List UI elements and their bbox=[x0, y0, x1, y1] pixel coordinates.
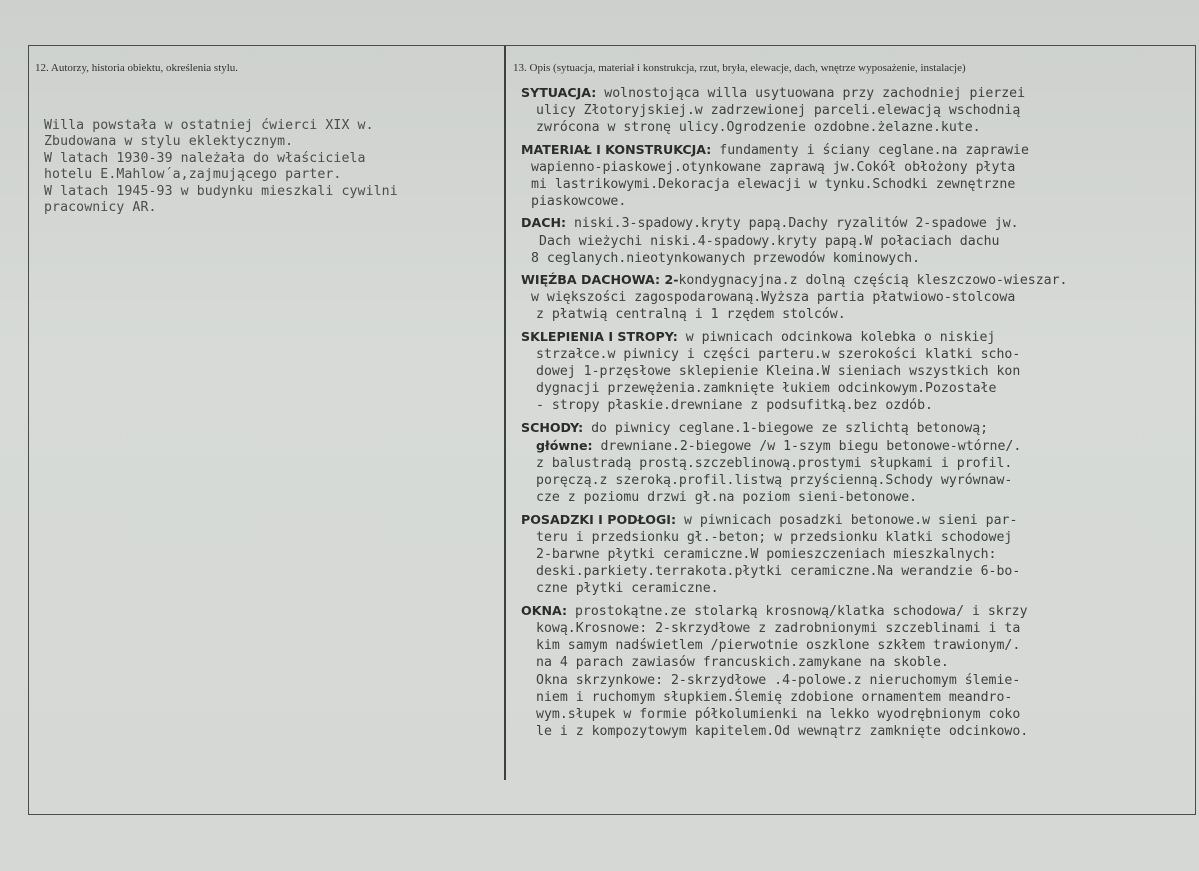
section-line: kową.Krosnowe: 2-skrzydłowe z zadrobnionymi szczeblinami i ta bbox=[536, 620, 1021, 636]
section-keyword: SCHODY: bbox=[521, 419, 584, 435]
section-keyword: SKLEPIENIA I STROPY: bbox=[521, 328, 678, 344]
section-keyword: DACH: bbox=[521, 215, 567, 231]
section-line: kim samym nadświetlem /pierwotnie oszklone szkłem trawionym/. bbox=[536, 638, 1021, 654]
history-text bbox=[44, 118, 494, 216]
section-text: do piwnicy ceglane.1-biegowe ze szlichtą betonową; bbox=[583, 420, 989, 436]
section-line: 2-barwne płytki ceramiczne.W pomieszczeniach mieszkalnych: bbox=[536, 547, 997, 563]
section-line: wapienno-piaskowej.otynkowane zaprawą jw.Cokół obłożony płyta bbox=[531, 159, 1016, 175]
history-line: hotelu E.Mahlow´a,zajmującego parter. bbox=[44, 167, 342, 183]
section-text: niski.3-spadowy.kryty papą.Dachy ryzalitów 2-spadowe jw. bbox=[566, 216, 1019, 232]
section-windows bbox=[521, 602, 1199, 741]
section-line: na 4 parach zawiasów francuskich.zamykane na skoble. bbox=[536, 655, 949, 671]
section-line: w większości zagospodarowaną.Wyższa partia płatwiowo-stolcowa bbox=[531, 290, 1016, 306]
left-section-header: 12. Autorzy, historia obiektu, określenia stylu. bbox=[35, 62, 239, 74]
section-line: niem i ruchomym słupkiem.Ślemię zdobione ornamentem meandro- bbox=[536, 689, 1013, 705]
history-line: pracownicy AR. bbox=[44, 200, 157, 216]
history-line: Willa powstała w ostatniej ćwierci XIX w. bbox=[44, 118, 374, 133]
section-truss bbox=[521, 271, 1199, 324]
section-line: wym.słupek w formie półkolumienki na lekko wyodrębnionym coko bbox=[536, 706, 1021, 722]
section-line: ulicy Złotoryjskiej.w zadrzewionej parceli.elewacją wschodnią bbox=[536, 103, 1021, 119]
section-text: prostokątne.ze stolarką krosnową/klatka schodowa/ i skrzy bbox=[567, 603, 1028, 619]
section-line: Okna skrzynkowe: 2-skrzydłowe .4-polowe.z nieruchomym ślemie- bbox=[536, 672, 1021, 688]
section-line: zwrócona w stronę ulicy.Ogrodzenie ozdobne.żelazne.kute. bbox=[536, 120, 981, 136]
section-text: w piwnicach odcinkowa kolebka o niskiej bbox=[677, 329, 996, 345]
section-vaults bbox=[521, 328, 1199, 415]
section-subkeyword: główne: bbox=[536, 437, 593, 453]
history-line: Zbudowana w stylu eklektycznym. bbox=[44, 134, 294, 150]
section-line: mi lastrikowymi.Dekoracja elewacji w tynku.Schodki zewnętrzne bbox=[531, 177, 1016, 193]
section-line: czne płytki ceramiczne. bbox=[536, 581, 719, 597]
section-line: cze z poziomu drzwi gł.na poziom sieni-betonowe. bbox=[536, 490, 918, 506]
section-roof bbox=[521, 214, 1199, 267]
section-line: poręczą.z szeroką.profil.listwą przyścienną.Schody wyrównaw- bbox=[536, 473, 1013, 489]
section-line: deski.parkiety.terrakota.płytki ceramiczne.Na werandzie 6-bo- bbox=[536, 564, 1021, 580]
section-line: piaskowcowe. bbox=[531, 194, 627, 210]
section-text: kondygnacyjna.z dolną częścią kleszczowo-wieszar. bbox=[678, 273, 1068, 289]
section-stairs bbox=[521, 419, 1199, 507]
section-line: - stropy płaskie.drewniane z podsufitką.bez ozdób. bbox=[536, 398, 933, 414]
section-keyword: MATERIAŁ I KONSTRUKCJA: bbox=[521, 141, 712, 157]
section-line: dygnacji przewężenia.zamknięte łukiem odcinkowym.Pozostałe bbox=[536, 381, 997, 397]
section-text: drewniane.2-biegowe /w 1-szym biegu betonowe-wtórne/. bbox=[592, 438, 1022, 454]
section-material bbox=[521, 141, 1199, 211]
column-divider bbox=[504, 46, 506, 780]
section-text: fundamenty i ściany ceglane.na zaprawie bbox=[711, 142, 1029, 158]
section-text: wolnostojąca willa usytuowana przy zachodniej pierzei bbox=[596, 86, 1026, 101]
history-line: W latach 1945-93 w budynku mieszkali cywilni bbox=[44, 183, 398, 199]
section-line: z balustradą prostą.szczeblinową.prostymi słupkami i profil. bbox=[536, 456, 1013, 472]
right-section-header: 13. Opis (sytuacja, materiał i konstrukcja, rzut, bryła, elewacje, dach, wnętrze wyposażenie, instalacje) bbox=[513, 62, 966, 74]
section-line: dowej 1-przęsłowe sklepienie Kleina.W sieniach wszystkich kon bbox=[536, 364, 1021, 380]
section-keyword: OKNA: bbox=[521, 602, 568, 618]
section-keyword: WIĘŹBA DACHOWA: 2- bbox=[521, 272, 679, 288]
section-keyword: POSADZKI I PODŁOGI: bbox=[521, 511, 677, 527]
section-floors bbox=[521, 511, 1199, 598]
description-text bbox=[521, 84, 1199, 744]
section-line: strzałce.w piwnicy i części parteru.w szerokości klatki scho- bbox=[536, 346, 1021, 362]
section-keyword: SYTUACJA: bbox=[521, 85, 597, 100]
history-line: W latach 1930-39 należała do właściciela bbox=[44, 150, 366, 166]
section-situation bbox=[521, 84, 1199, 137]
section-line: le i z kompozytowym kapitelem.Od wewnątrz zamknięte odcinkowo. bbox=[536, 724, 1029, 740]
section-line: Dach wieżychi niski.4-spadowy.kryty papą.W połaciach dachu bbox=[539, 233, 1000, 249]
section-line: teru i przedsionku gł.-beton; w przedsionku klatki schodowej bbox=[536, 529, 1013, 545]
section-text: w piwnicach posadzki betonowe.w sieni par- bbox=[676, 512, 1018, 528]
section-line: z płatwią centralną i 1 rzędem stolców. bbox=[536, 307, 846, 323]
section-line: 8 ceglanych.nieotynkowanych przewodów kominowych. bbox=[531, 250, 921, 266]
